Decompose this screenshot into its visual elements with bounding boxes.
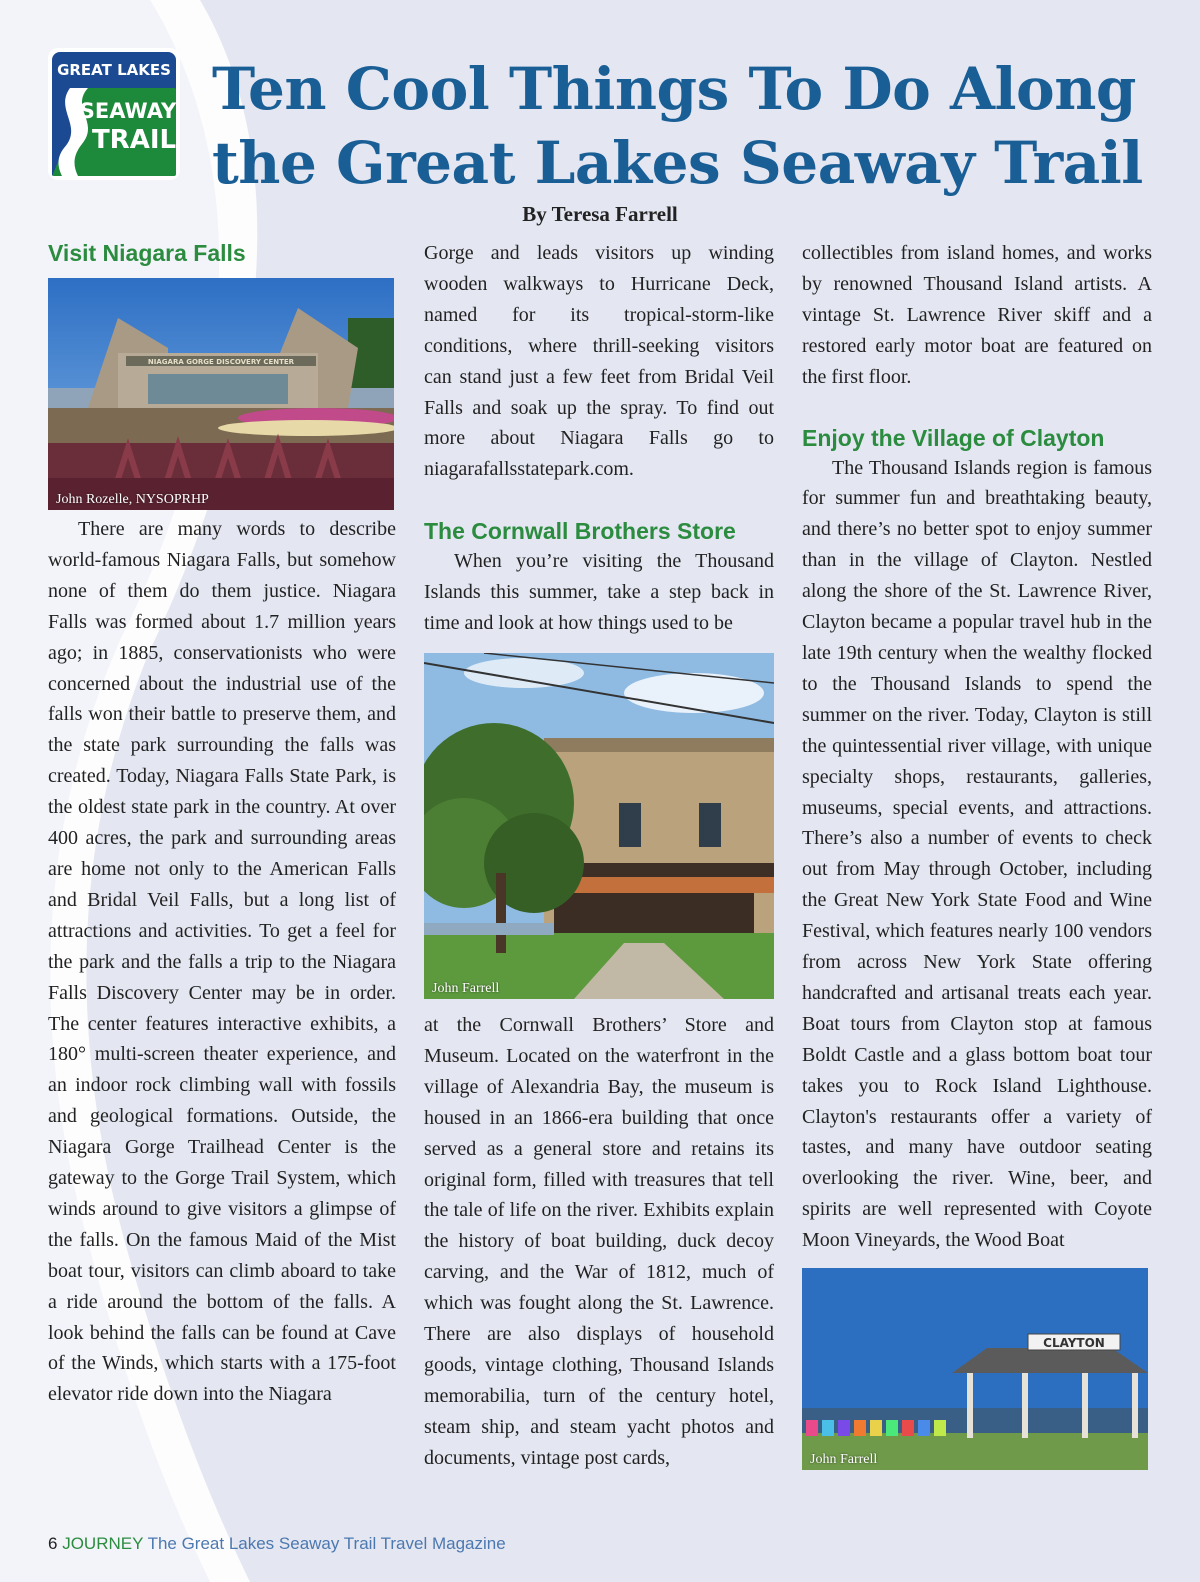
column-3 [802, 238, 1152, 1470]
cornwall-paragraph-2: at the Cornwall Brothers’ Store and Museum. Located on the waterfront in the village of Alexandria Bay, the museum is housed in an 1866-era building that once served as a general store and retains its original form, filled with treasures that tell the tale of life on the river. Exhibits explain the history of boat building, duck decoy carving, and the War of 1812, much of which was fought along the St. Lawrence. There are also displays of household goods, vintage clothing, Thousand Islands memorabilia, turn of the century hotel, steam ship, and steam yacht photos and documents, vintage post cards, [424, 1013, 774, 1469]
page-number: 6 [48, 1534, 58, 1553]
byline: By Teresa Farrell [522, 202, 678, 226]
svg-text:TRAIL: TRAIL [91, 125, 177, 155]
niagara-discovery-center-photo [48, 278, 394, 510]
photo-credit: John Farrell [810, 1452, 878, 1468]
page-footer [48, 1534, 506, 1554]
cornwall-store-photo [424, 653, 774, 999]
section-heading-clayton: Enjoy the Village of Clayton [802, 424, 1105, 451]
column-2 [424, 238, 774, 1474]
svg-text:GREAT LAKES: GREAT LAKES [57, 61, 171, 79]
magazine-subtitle: The Great Lakes Seaway Trail Travel Magazine [147, 1534, 506, 1553]
magazine-name: JOURNEY [62, 1534, 144, 1553]
svg-text:CLAYTON: CLAYTON [1043, 1336, 1105, 1351]
column-1 [48, 238, 396, 1410]
photo-credit: John Farrell [432, 980, 500, 996]
niagara-paragraph-1: There are many words to describe world-famous Niagara Falls, but somehow none of them do them justice. Niagara Falls was formed about 1.7 million years ago; in 1885, conservationists who were concerned about the industrial use of the falls won their battle to preserve them, and the state park surrounding the falls was created. Today, Niagara Falls State Park, is the oldest state park in the country. At over 400 acres, the park and surrounding areas are home not only to the American Falls and Bridal Veil Falls, but a long list of attractions and activities. To get a feel for the park and the falls a trip to the Niagara Falls Discovery Center may be in order. The center features interactive exhibits, a 180° multi-screen theater experience, and an indoor rock climbing wall with fossils and geological formations. Outside, the Niagara Gorge Trailhead Center is the gateway to the Gorge Trail System, which winds around to give visitors a glimpse of the falls. On the famous Maid of the Mist boat tour, visitors can climb aboard to take a ride around the bottom of the falls. A look behind the falls can be found at Cave of the Winds, which starts with a 175-foot elevator ride down into the Niagara [48, 518, 396, 1406]
title-line-1: Ten Cool Things To Do Along [212, 55, 1136, 123]
cornwall-paragraph-3: collectibles from island homes, and works by renowned Thousand Island artists. A vintage St. Lawrence River skiff and a restored early motor boat are featured on the first floor. [802, 242, 1152, 388]
svg-text:NIAGARA GORGE DISCOVERY CENTER: NIAGARA GORGE DISCOVERY CENTER [147, 358, 295, 366]
clayton-pavilion-photo [802, 1268, 1148, 1470]
title-line-2: the Great Lakes Seaway Trail [212, 129, 1143, 197]
clayton-paragraph-1: The Thousand Islands region is famous for summer fun and breathtaking beauty, and there’s no better spot to enjoy summer than in the village of Clayton. Nestled along the shore of the St. Lawrence River, Clayton became a popular travel hub in the late 19th century when the wealthy flocked to the Thousand Islands to spend the summer on the river. Today, Clayton is still the quintessential river village, with unique specialty shops, restaurants, galleries, museums, special events, and attractions. There’s also a number of events to check out from May through October, including the Great New York State Food and Wine Festival, which features nearly 100 vendors from across New York State offering handcrafted and artisanal treats each year. Boat tours from Clayton stop at famous Boldt Castle and a glass bottom boat tour takes you to Rock Island Lighthouse. Clayton's restaurants offer a variety of tastes, and many have outdoor seating overlooking the river. Wine, beer, and spirits are well represented with Coyote Moon Vineyards, the Wood Boat [802, 456, 1152, 1252]
section-heading-niagara: Visit Niagara Falls [48, 240, 246, 266]
svg-text:SEAWAY: SEAWAY [79, 99, 177, 123]
niagara-paragraph-2: Gorge and leads visitors up winding wooden walkways to Hurricane Deck, named for its tropical-storm-like conditions, where thrill-seeking visitors can stand just a few feet from Bridal Veil Falls and soak up the spray. To find out more about Niagara Falls go to niagarafallsstatepark.com. [424, 242, 774, 481]
cornwall-paragraph-1: When you’re visiting the Thousand Islands this summer, take a step back in time and look at how things used to be [424, 550, 774, 635]
article-title [212, 52, 1172, 200]
section-heading-cornwall: The Cornwall Brothers Store [424, 518, 736, 545]
seaway-trail-logo [48, 48, 180, 180]
photo-credit: John Rozelle, NYSOPRHP [56, 492, 209, 507]
